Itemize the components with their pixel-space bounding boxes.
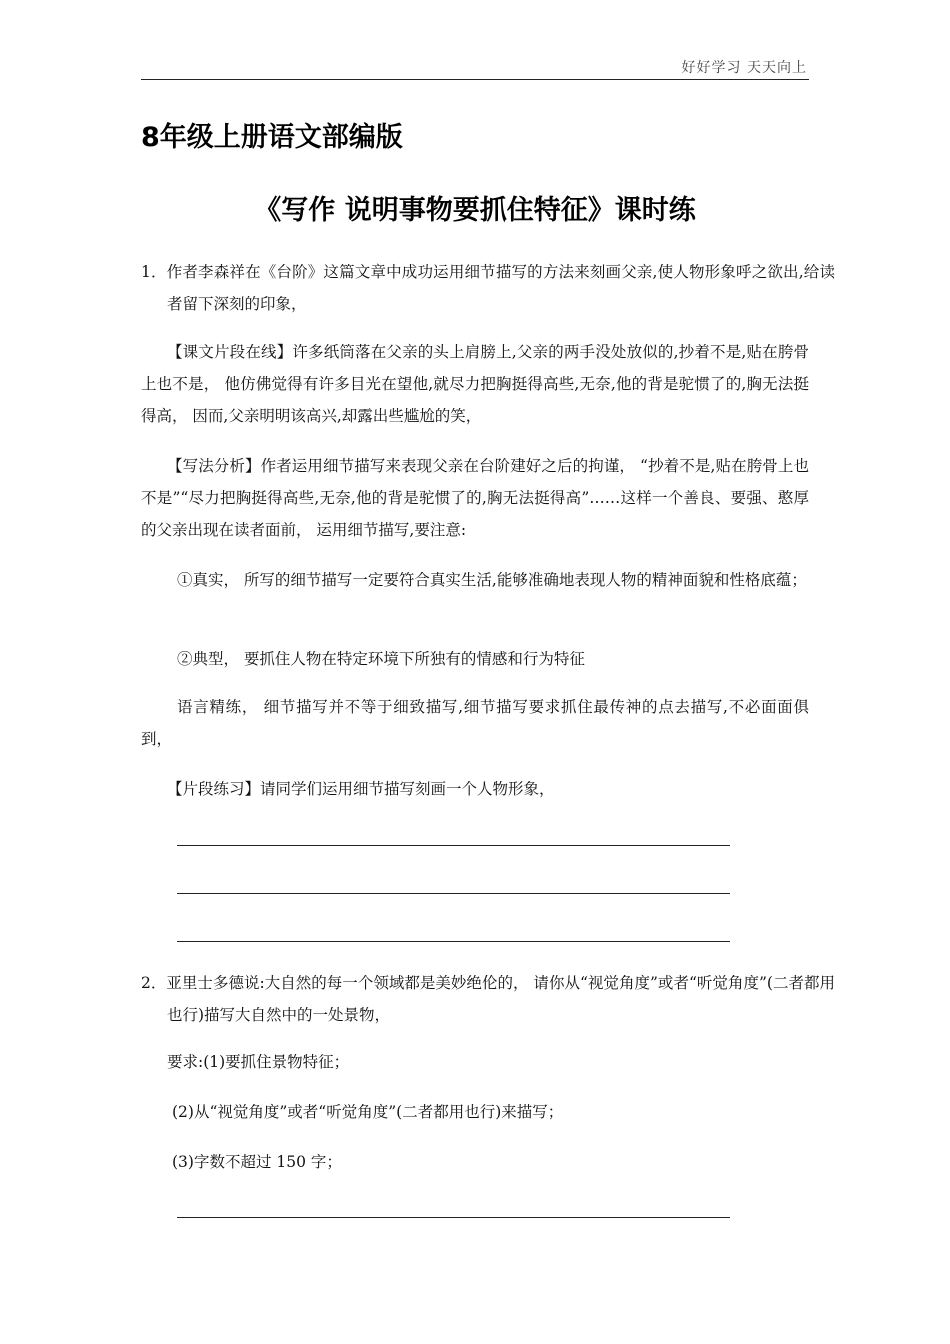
question-2-intro: 2．亚里士多德说:大自然的每一个领域都是美妙绝伦的， 请你从“视觉角度”或者“听觉角度”(二者都用也行)描写大自然中的一处景物，	[141, 974, 835, 1024]
header-motto: 好好学习 天天向上	[681, 60, 807, 76]
header-rule	[141, 79, 809, 80]
requirement-3: (3)字数不超过 150 字；	[172, 1153, 342, 1171]
point-typical: ②典型， 要抓住人物在特定环境下所独有的情感和行为特征	[177, 650, 585, 668]
point-concise: 语言精练， 细节描写并不等于细致描写,细节描写要求抓住最传神的点去描写,不必面面俱到，	[141, 698, 809, 748]
lesson-title: 《写作 说明事物要抓住特征》课时练	[254, 195, 696, 226]
text-excerpt: 【课文片段在线】许多纸筒落在父亲的头上肩膀上,父亲的两手没处放似的,抄着不是,贴在胯骨上也不是， 他仿佛觉得有许多目光在望他,就尽力把胸挺得高些,无奈,他的背是驼惯了的,胸无法挺得高， 因而,父亲明明该高兴,却露出些尴尬的笑，	[141, 343, 809, 425]
requirement-1: 要求:(1)要抓住景物特征；	[167, 1053, 350, 1071]
answer-line[interactable]	[177, 893, 730, 894]
writing-analysis: 【写法分析】作者运用细节描写来表现父亲在台阶建好之后的拘谨， “抄着不是,贴在胯骨上也不是”“尽力把胸挺得高些,无奈,他的背是驼惯了的,胸无法挺得高”……这样一个善良、要强、憨厚的父亲出现在读者面前， 运用细节描写,要注意:	[141, 457, 809, 539]
answer-line[interactable]	[177, 1217, 730, 1218]
point-authentic: ①真实， 所写的细节描写一定要符合真实生活,能够准确地表现人物的精神面貌和性格底蕴；	[177, 571, 807, 589]
answer-line[interactable]	[177, 941, 730, 942]
requirement-2: (2)从“视觉角度”或者“听觉角度”(二者都用也行)来描写；	[172, 1103, 564, 1121]
grade-title: 8年级上册语文部编版	[141, 122, 403, 153]
question-1-intro: 1．作者李森祥在《台阶》这篇文章中成功运用细节描写的方法来刻画父亲,使人物形象呼之欲出,给读者留下深刻的印象，	[141, 263, 835, 313]
practice-prompt: 【片段练习】请同学们运用细节描写刻画一个人物形象，	[167, 780, 555, 798]
answer-line[interactable]	[177, 845, 730, 846]
